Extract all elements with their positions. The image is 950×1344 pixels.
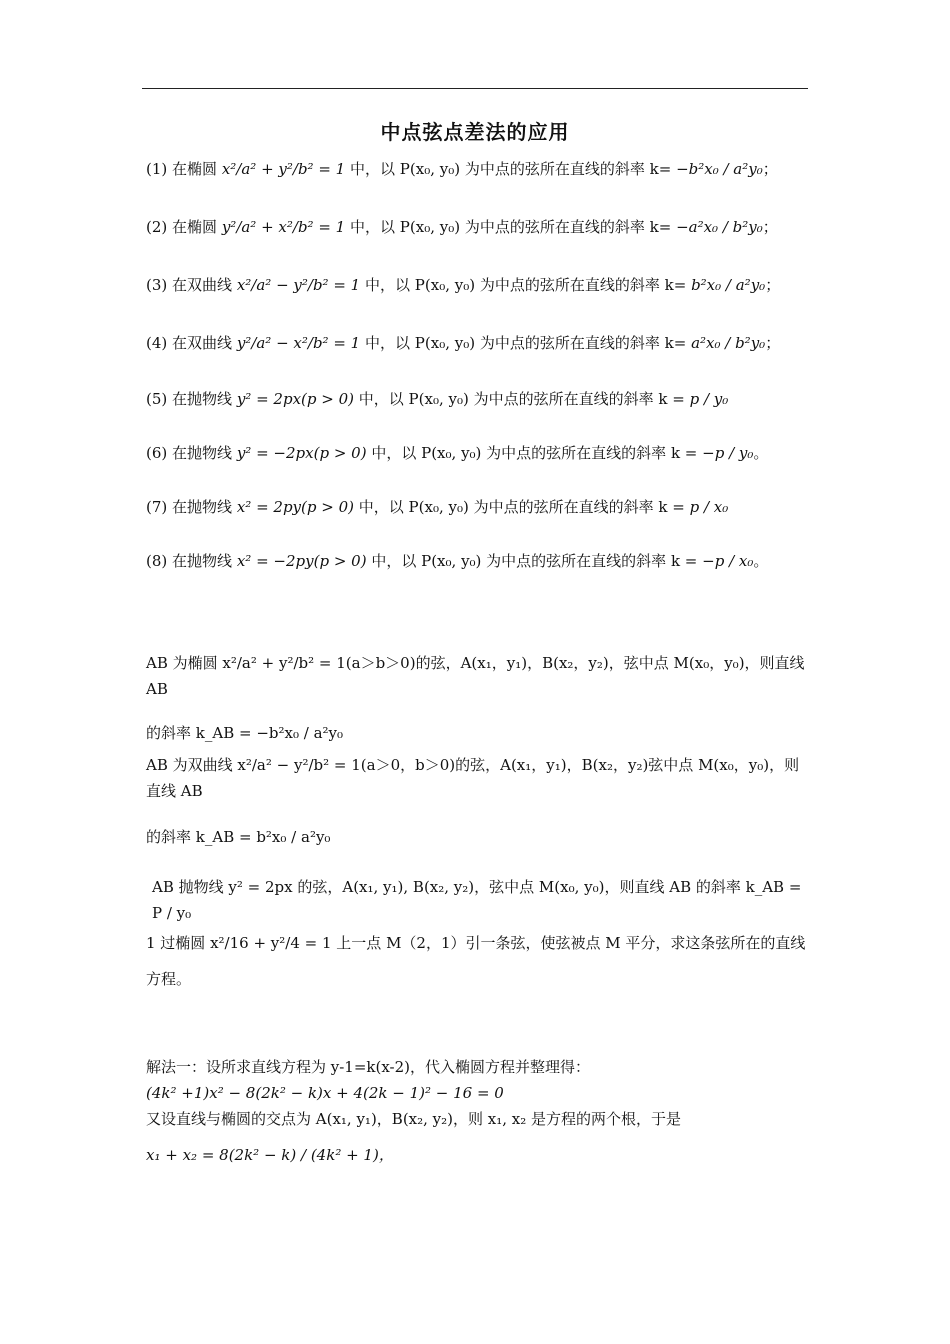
item-result: p / x₀ [689, 498, 729, 516]
formula-item-1: (1) 在椭圆 x²/a² + y²/b² = 1 中，以 P(x₀, y₀) 为中点的弦所在直线的斜率 k= −b²x₀ / a²y₀； [146, 160, 778, 178]
item-equation: y²/a² + x²/b² = 1 [221, 218, 346, 236]
item-result: b²x₀ / a²y₀ [691, 276, 766, 294]
item-text: 中，以 P(x₀, y₀) 为中点的弦所在直线的斜率 k= [350, 160, 672, 178]
item-prefix: 在抛物线 [172, 498, 233, 516]
item-equation: x²/a² − y²/b² = 1 [236, 276, 361, 294]
page-title: 中点弦点差法的应用 [380, 120, 570, 144]
item-equation: y²/a² − x²/b² = 1 [236, 334, 361, 352]
summary-parabola [152, 874, 816, 926]
item-prefix: 在抛物线 [172, 444, 233, 462]
summary-hyperbola-line-2: 的斜率 k_AB = b²x₀ / a²y₀ [146, 828, 331, 846]
item-equation: x² = −2py(p > 0) [236, 552, 367, 570]
summary-hyperbola [146, 752, 810, 850]
item-number: (7) [146, 498, 168, 516]
item-equation: y² = 2px(p > 0) [236, 390, 354, 408]
solution-line-4: x₁ + x₂ = 8(2k² − k) / (4k² + 1)， [146, 1146, 394, 1164]
item-result: p / y₀ [689, 390, 729, 408]
item-number: (5) [146, 390, 168, 408]
item-equation: x² = 2py(p > 0) [236, 498, 354, 516]
header-rule [142, 88, 808, 89]
formula-item-8: (8) 在抛物线 x² = −2py(p > 0) 中，以 P(x₀, y₀) 为中点的弦所在直线的斜率 k = −p / x₀。 [146, 552, 769, 570]
formula-item-5 [146, 388, 728, 410]
formula-item-6: (6) 在抛物线 y² = −2px(p > 0) 中，以 P(x₀, y₀) 为中点的弦所在直线的斜率 k = −p / y₀。 [146, 444, 769, 462]
item-number: (6) [146, 444, 168, 462]
item-text: 中，以 P(x₀, y₀) 为中点的弦所在直线的斜率 k = [371, 552, 698, 570]
item-prefix: 在抛物线 [172, 552, 233, 570]
item-number: (3) [146, 276, 168, 294]
item-number: (2) [146, 218, 168, 236]
problem-1 [146, 930, 810, 992]
solution-line-3: 又设直线与椭圆的交点为 A(x₁, y₁)，B(x₂, y₂)，则 x₁, x₂ 是方程的两个根，于是 [146, 1110, 682, 1128]
item-number: (8) [146, 552, 168, 570]
summary-ellipse-line-2: 的斜率 k_AB = −b²x₀ / a²y₀ [146, 724, 344, 742]
item-number: (1) [146, 160, 168, 178]
formula-item-4: (4) 在双曲线 y²/a² − x²/b² = 1 中，以 P(x₀, y₀) 为中点的弦所在直线的斜率 k= a²x₀ / b²y₀； [146, 334, 781, 352]
item-result: −p / x₀ [702, 552, 754, 570]
solution-line-1: 解法一：设所求直线方程为 y-1=k(x-2)，代入椭圆方程并整理得： [146, 1058, 591, 1076]
item-prefix: 在椭圆 [172, 218, 218, 236]
summary-ellipse [146, 650, 810, 746]
item-result: a²x₀ / b²y₀ [691, 334, 766, 352]
item-text: 中，以 P(x₀, y₀) 为中点的弦所在直线的斜率 k= [365, 276, 687, 294]
item-text: 中，以 P(x₀, y₀) 为中点的弦所在直线的斜率 k = [358, 498, 685, 516]
item-prefix: 在椭圆 [172, 160, 218, 178]
item-prefix: 在双曲线 [172, 276, 233, 294]
item-text: 中，以 P(x₀, y₀) 为中点的弦所在直线的斜率 k= [350, 218, 672, 236]
formula-item-3: (3) 在双曲线 x²/a² − y²/b² = 1 中，以 P(x₀, y₀) 为中点的弦所在直线的斜率 k= b²x₀ / a²y₀； [146, 276, 781, 294]
item-result: −b²x₀ / a²y₀ [676, 160, 763, 178]
item-text: 中，以 P(x₀, y₀) 为中点的弦所在直线的斜率 k = [358, 390, 685, 408]
problem-statement-end: 方程。 [146, 970, 192, 988]
formula-item-7 [146, 496, 728, 518]
summary-hyperbola-line-1: AB 为双曲线 x²/a² − y²/b² = 1(a＞0，b＞0)的弦，A(x₁，y₁)，B(x₂，y₂)弦中点 M(x₀，y₀)，则直线 AB [146, 756, 800, 800]
item-number: (4) [146, 334, 168, 352]
summary-parabola-line: AB 抛物线 y² = 2px 的弦，A(x₁, y₁), B(x₂, y₂)，弦中点 M(x₀, y₀)，则直线 AB 的斜率 k_AB = P / y₀ [152, 878, 802, 922]
item-result: −a²x₀ / b²y₀ [676, 218, 763, 236]
item-prefix: 在双曲线 [172, 334, 233, 352]
formula-item-2: (2) 在椭圆 y²/a² + x²/b² = 1 中，以 P(x₀, y₀) 为中点的弦所在直线的斜率 k= −a²x₀ / b²y₀； [146, 218, 778, 236]
item-equation: x²/a² + y²/b² = 1 [221, 160, 346, 178]
item-text: 中，以 P(x₀, y₀) 为中点的弦所在直线的斜率 k= [365, 334, 687, 352]
solution-line-2: (4k² +1)x² − 8(2k² − k)x + 4(2k − 1)² − 16 = 0 [146, 1084, 504, 1102]
problem-statement: 1 过椭圆 x²/16 + y²/4 = 1 上一点 M（2，1）引一条弦，使弦被点 M 平分，求这条弦所在的直线 [146, 934, 806, 952]
item-text: 中，以 P(x₀, y₀) 为中点的弦所在直线的斜率 k = [371, 444, 698, 462]
summary-ellipse-line-1: AB 为椭圆 x²/a² + y²/b² = 1(a＞b＞0)的弦，A(x₁，y₁)，B(x₂，y₂)，弦中点 M(x₀，y₀)，则直线 AB [146, 654, 805, 698]
item-equation: y² = −2px(p > 0) [236, 444, 367, 462]
item-prefix: 在抛物线 [172, 390, 233, 408]
solution [146, 1054, 810, 1168]
item-result: −p / y₀ [702, 444, 754, 462]
